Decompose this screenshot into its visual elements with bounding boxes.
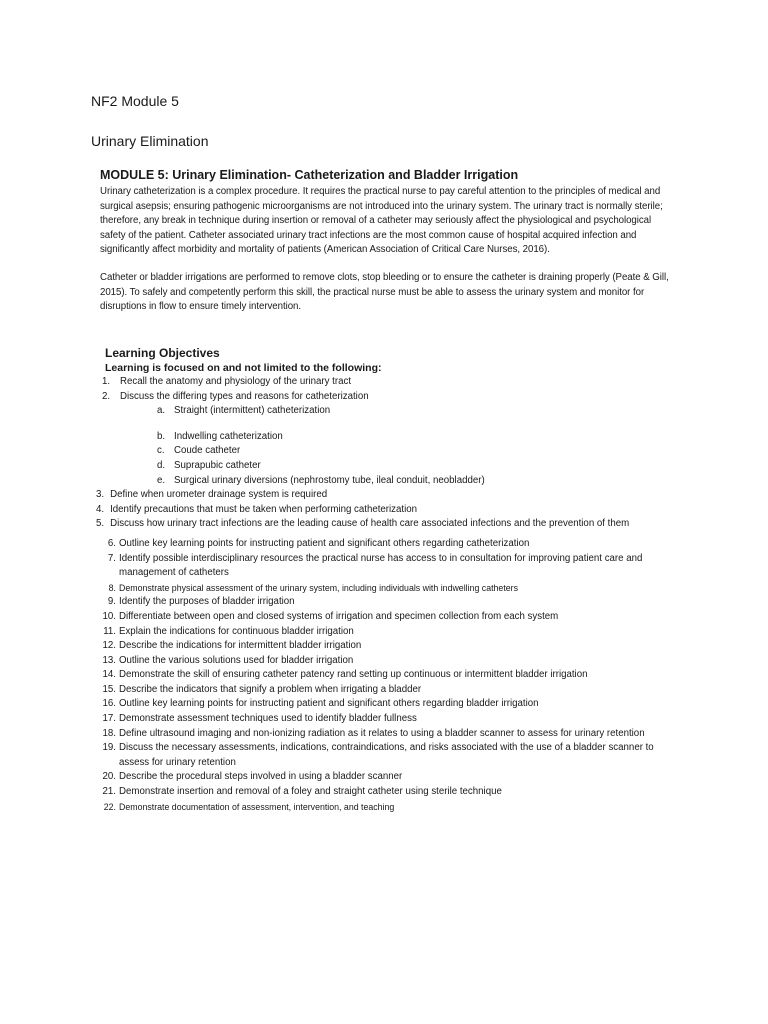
objective-text: Identify precautions that must be taken when performing catheterization	[110, 503, 418, 515]
objective-item	[96, 390, 686, 405]
objective-number: 8.	[108, 582, 116, 593]
objective-text: Describe the indications for intermittent bladder irrigation	[119, 640, 362, 652]
objective-number: 2.	[102, 390, 111, 402]
objective-item	[96, 552, 686, 581]
document-title: NF2 Module 5	[91, 93, 179, 109]
objective-text: Suprapubic catheter	[174, 459, 261, 471]
objective-number: e.	[157, 474, 166, 486]
objective-text: Define when urometer drainage system is required	[110, 489, 328, 501]
objective-item	[96, 800, 686, 815]
objective-text: Demonstrate documentation of assessment, intervention, and teaching	[119, 801, 395, 812]
objective-subitem	[96, 404, 686, 419]
objective-number: 9.	[107, 596, 116, 608]
objective-number: a.	[157, 405, 166, 417]
objective-item	[96, 741, 686, 770]
objective-item	[96, 785, 686, 800]
objective-item	[96, 639, 686, 654]
objective-text: Indwelling catheterization	[174, 430, 283, 442]
objective-number: 20.	[102, 771, 116, 783]
document-subtitle: Urinary Elimination	[91, 133, 209, 149]
objective-number: 16.	[102, 698, 116, 710]
objective-subitem	[96, 430, 686, 445]
objective-item	[96, 770, 686, 785]
objective-text: Discuss how urinary tract infections are the leading cause of health care associated infections and the prevention of them	[110, 518, 630, 530]
objectives-subheading: Learning is focused on and not limited to the following:	[105, 362, 382, 374]
objective-number: 18.	[102, 727, 116, 739]
objective-item	[96, 610, 686, 625]
objective-item	[96, 375, 686, 390]
objective-number: 21.	[102, 786, 116, 798]
objective-text: Define ultrasound imaging and non-ionizing radiation as it relates to using a bladder scanner to assess for urinary retention	[119, 727, 645, 739]
objective-number: 19.	[102, 742, 116, 754]
objective-number: 7.	[107, 552, 116, 564]
objective-item	[96, 683, 686, 698]
objective-item	[96, 488, 686, 503]
objective-text: Differentiate between open and closed systems of irrigation and specimen collection from each system	[119, 610, 559, 622]
objective-subitem	[96, 459, 686, 474]
objective-text: Discuss the differing types and reasons for catheterization	[120, 390, 369, 402]
objective-text: Identify the purposes of bladder irrigation	[119, 596, 295, 608]
objective-item	[96, 727, 686, 742]
intro-paragraph-1: Urinary catheterization is a complex procedure. It requires the practical nurse to pay careful attention to the principles of medical and surgical asepsis; ensuring pathogenic microorganisms are not introduced into the urinary system. The urinary tract is normally sterile; therefore, any break in technique during insertion or removal of a catheter may seriously affect the physiological and psychological safety of the patient. Catheter associated urinary tract infections are the most common cause of hospital acquired infection and significantly affect morbidity and mortality of patients (American Association of Critical Care Nurses, 2016).	[100, 186, 663, 256]
objective-item	[96, 668, 686, 683]
module-intro	[100, 168, 678, 315]
objective-text: Demonstrate insertion and removal of a foley and straight catheter using sterile technique	[119, 786, 502, 798]
objective-number: 10.	[102, 610, 116, 622]
objective-number: c.	[157, 445, 165, 457]
objective-subitem	[96, 444, 686, 459]
objective-text: Demonstrate the skill of ensuring catheter patency rand setting up continuous or intermittent bladder irrigation	[119, 669, 588, 681]
objective-text: Surgical urinary diversions (nephrostomy tube, ileal conduit, neobladder)	[174, 474, 485, 486]
objective-text: Coude catheter	[174, 445, 241, 457]
objective-number: 5.	[96, 518, 105, 530]
objective-number: 6.	[107, 537, 116, 549]
objective-number: d.	[157, 459, 166, 471]
objectives-heading: Learning Objectives	[105, 346, 220, 360]
objective-number: 22.	[103, 801, 116, 812]
objective-item	[96, 503, 686, 518]
module-heading: MODULE 5: Urinary Elimination- Catheterization and Bladder Irrigation	[100, 168, 519, 182]
objective-text: Outline key learning points for instructing patient and significant others regarding catheterization	[119, 537, 530, 549]
objective-item	[96, 625, 686, 640]
objective-text: Describe the procedural steps involved in using a bladder scanner	[119, 771, 403, 783]
objective-number: 15.	[102, 683, 116, 695]
objective-text: Straight (intermittent) catheterization	[174, 405, 331, 417]
objective-item	[96, 517, 686, 532]
objective-text: Recall the anatomy and physiology of the urinary tract	[120, 376, 352, 387]
objective-number: 17.	[102, 713, 116, 725]
objective-text: Demonstrate assessment techniques used to identify bladder fullness	[119, 713, 417, 725]
objective-number: 4.	[96, 503, 105, 515]
objective-number: 1.	[102, 376, 111, 387]
objective-text: Identify possible interdisciplinary resources the practical nurse has access to in consultation for improving patient care and management of catheters	[119, 552, 643, 579]
objective-text: Demonstrate physical assessment of the urinary system, including individuals with indwelling catheters	[119, 582, 518, 593]
objective-number: 3.	[96, 489, 105, 501]
objective-item	[96, 712, 686, 727]
learning-objectives	[96, 346, 686, 814]
objective-number: 11.	[103, 625, 116, 637]
objective-number: 12.	[102, 640, 116, 652]
objective-text: Outline key learning points for instructing patient and significant others regarding bladder irrigation	[119, 698, 539, 710]
intro-paragraph-2: Catheter or bladder irrigations are performed to remove clots, stop bleeding or to ensure the catheter is draining properly (Peate & Gill, 2015). To safely and competently perform this skill, the practical nurse must be able to assess the urinary system and monitor for disruptions in flow to ensure timely intervention.	[100, 271, 669, 313]
objective-item	[96, 595, 686, 610]
objective-text: Discuss the necessary assessments, indications, contraindications, and risks associated with the use of a bladder scanner to assess for urinary retention	[119, 742, 654, 768]
objective-item	[96, 654, 686, 669]
objective-text: Outline the various solutions used for bladder irrigation	[119, 654, 354, 666]
objective-number: b.	[157, 430, 166, 442]
objective-number: 14.	[102, 669, 116, 681]
objective-number: 13.	[102, 654, 116, 666]
objective-item	[96, 581, 686, 596]
objective-text: Describe the indicators that signify a problem when irrigating a bladder	[119, 683, 422, 695]
objective-item	[96, 537, 686, 552]
objective-item	[96, 697, 686, 712]
objective-subitem	[96, 474, 686, 489]
objective-text: Explain the indications for continuous bladder irrigation	[119, 625, 354, 637]
